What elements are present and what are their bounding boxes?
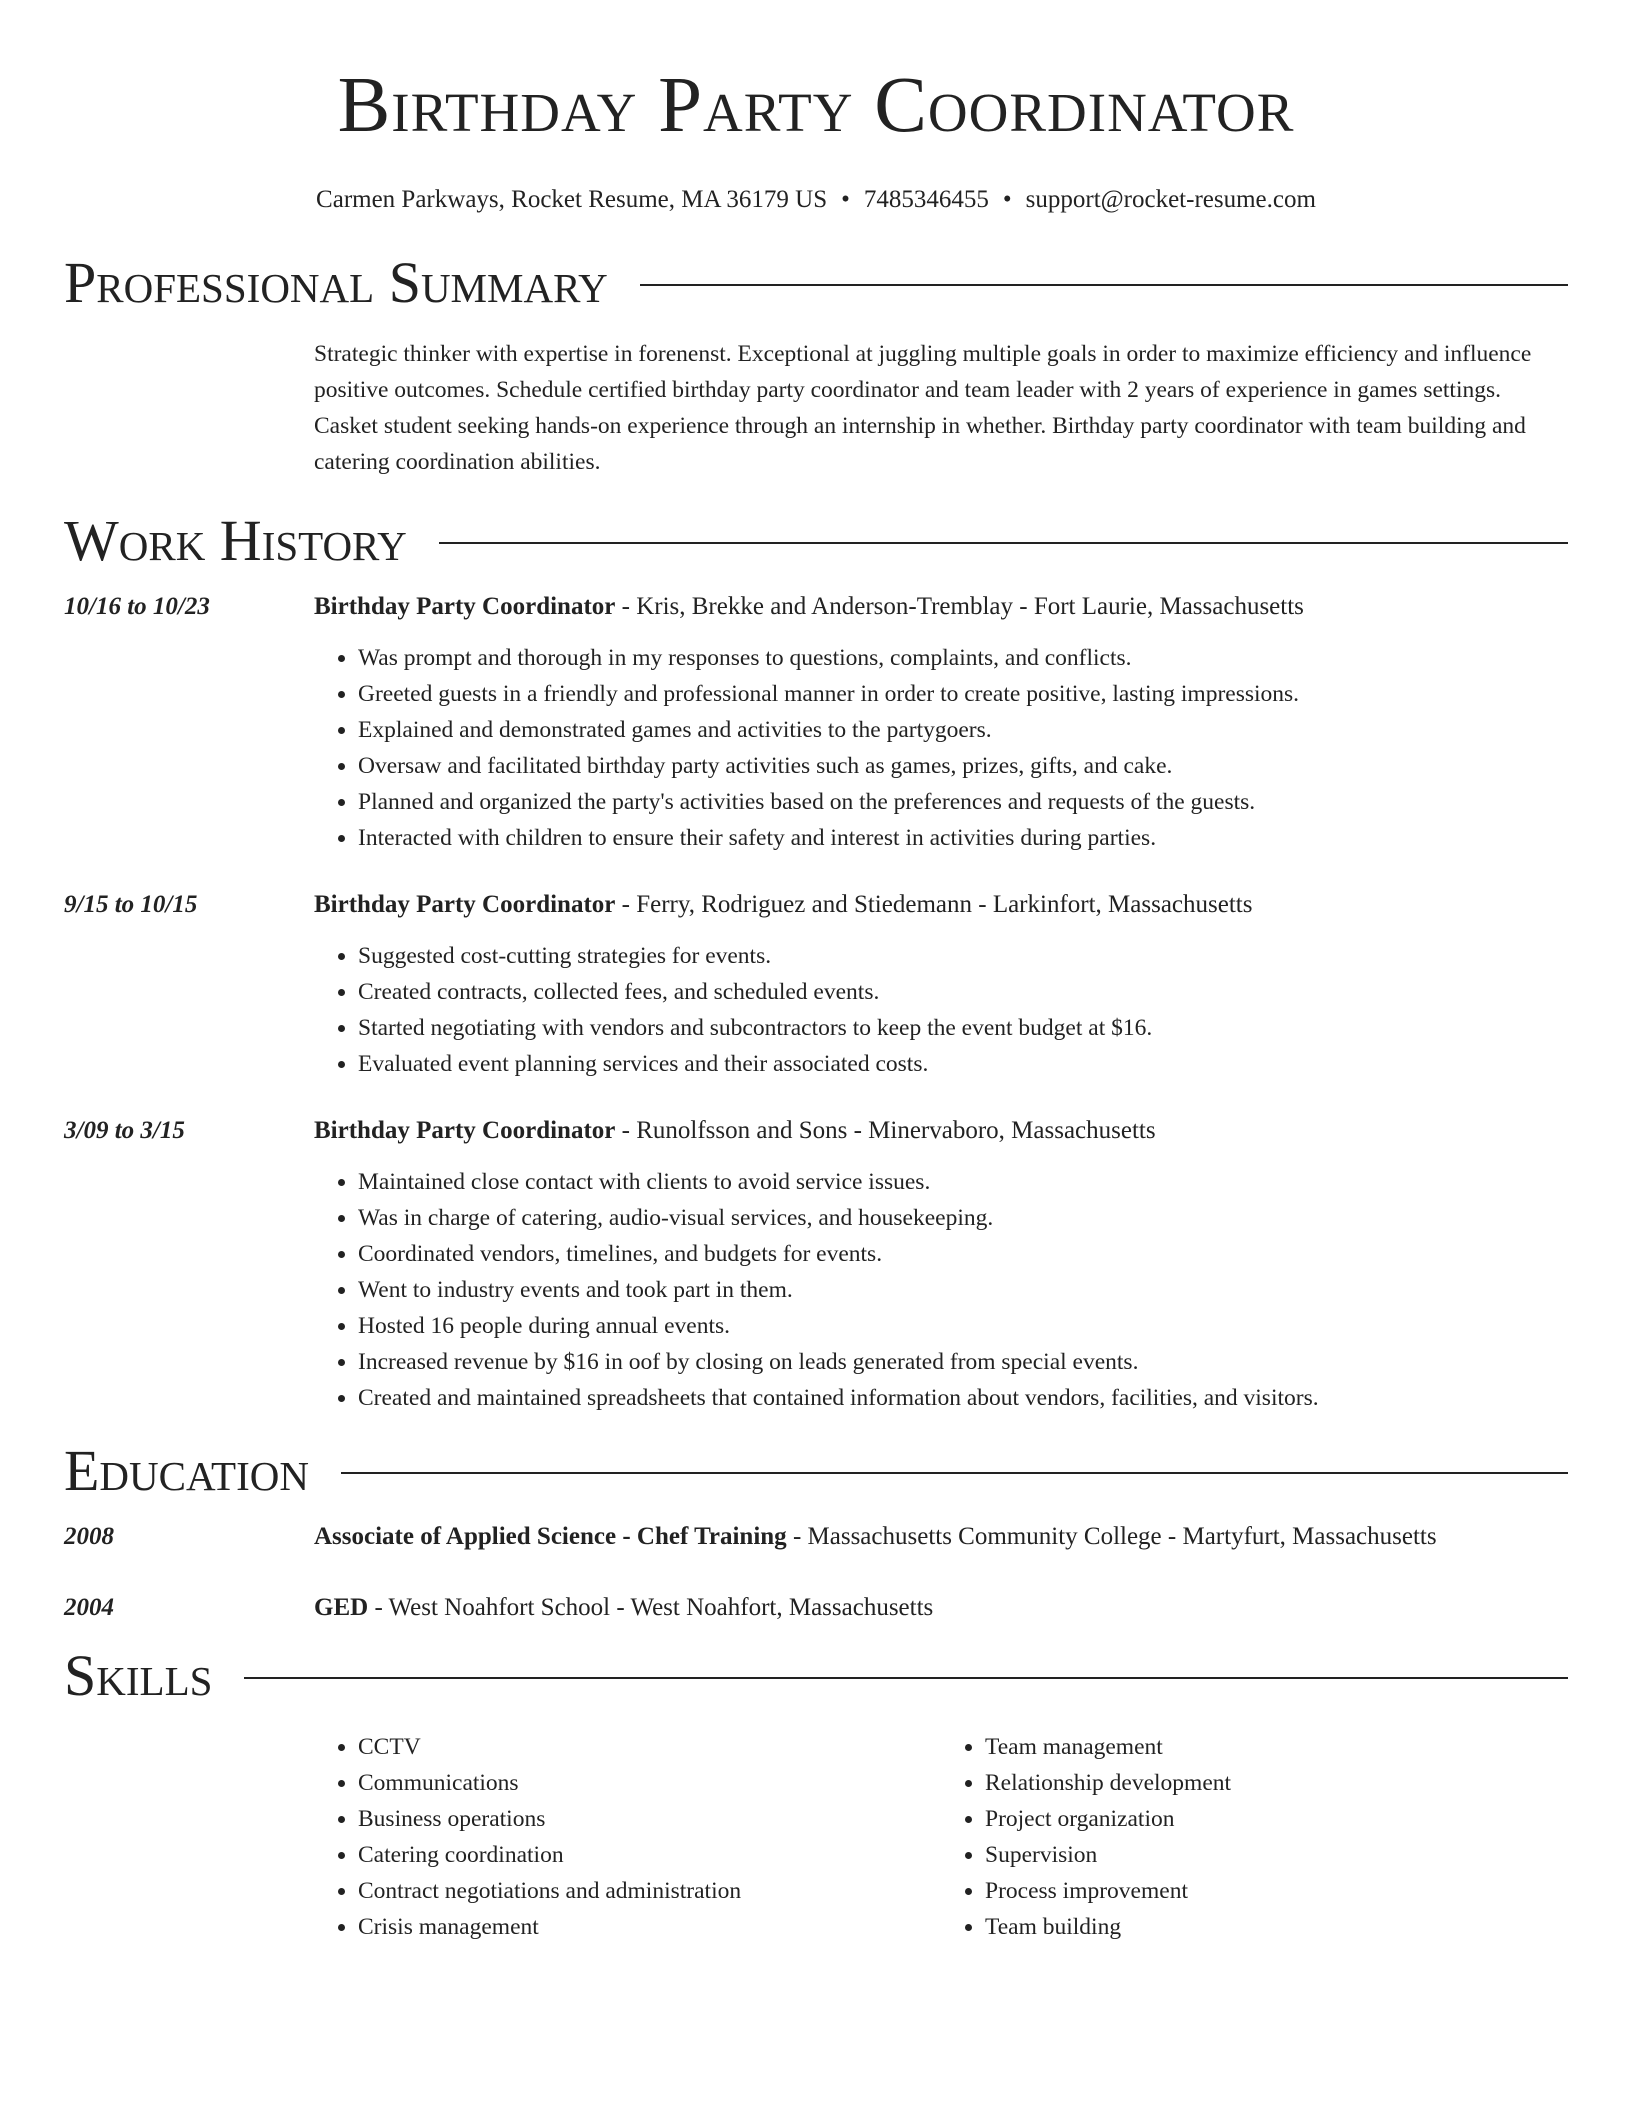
list-item: • Interacted with children to ensure their safety and interest in activities during parties. — [358, 820, 1568, 856]
contact-separator: • — [1002, 186, 1012, 213]
skill-item: • Project organization — [985, 1801, 1568, 1837]
skills-section-header — [64, 1641, 1568, 1711]
contact-phone: 7485346455 — [863, 186, 989, 213]
list-item: • Suggested cost-cutting strategies for events. — [358, 938, 1568, 974]
contact-email[interactable]: support@rocket-resume.com — [1025, 186, 1316, 213]
list-item: • Hosted 16 people during annual events. — [358, 1308, 1568, 1344]
list-item: • Was in charge of catering, audio-visual services, and housekeeping. — [358, 1200, 1568, 1236]
skills-heading: Skills — [64, 1643, 213, 1708]
job-duties-list — [314, 640, 1568, 856]
education-details: - West Noahfort School - West Noahfort, Massachusetts — [368, 1594, 934, 1621]
section-divider — [439, 542, 1568, 544]
education-entry — [64, 1591, 1568, 1625]
candidate-name: Birthday Party Coordinator — [337, 62, 1295, 149]
skills-column-left — [314, 1729, 941, 1945]
list-item: • Went to industry events and took part in them. — [358, 1272, 1568, 1308]
skills-list — [314, 1729, 1568, 1945]
education-heading: Education — [64, 1438, 309, 1503]
job-role: Birthday Party Coordinator — [314, 1117, 616, 1144]
list-item: • Planned and organized the party's activities based on the preferences and requests of the guests. — [358, 784, 1568, 820]
job-duties-list — [314, 1164, 1568, 1416]
job-entry — [64, 590, 1568, 856]
list-item: • Explained and demonstrated games and activities to the partygoers. — [358, 712, 1568, 748]
summary-text: Strategic thinker with expertise in forenenst. Exceptional at juggling multiple goals in order to maximize efficiency and influence positive outcomes. Schedule certified birthday party coordinator and team leader with 2 years of experience in games settings. Casket student seeking hands-on experience through an internship in whether. Birthday party coordinator with team building and catering coordination abilities. — [314, 341, 1532, 475]
education-details: - Massachusetts Community College - Martyfurt, Massachusetts — [786, 1523, 1437, 1550]
work-heading: Work History — [64, 508, 407, 573]
section-divider — [244, 1677, 1568, 1679]
education-entry — [64, 1520, 1568, 1554]
skills-column-right — [941, 1729, 1568, 1945]
list-item: • Oversaw and facilitated birthday party activities such as games, prizes, gifts, and cake. — [358, 748, 1568, 784]
skill-item: • Crisis management — [358, 1909, 941, 1945]
job-details: - Kris, Brekke and Anderson-Tremblay - Fort Laurie, Massachusetts — [615, 593, 1304, 620]
list-item: • Was prompt and thorough in my responses to questions, complaints, and conflicts. — [358, 640, 1568, 676]
list-item: • Increased revenue by $16 in oof by closing on leads generated from special events. — [358, 1344, 1568, 1380]
education-section-header — [64, 1436, 1568, 1506]
skill-item: • Team management — [985, 1729, 1568, 1765]
job-role: Birthday Party Coordinator — [314, 593, 616, 620]
job-duties-list — [314, 938, 1568, 1082]
list-item: • Created contracts, collected fees, and scheduled events. — [358, 974, 1568, 1010]
job-heading — [314, 1114, 1568, 1148]
job-date: 3/09 to 3/15 — [64, 1117, 185, 1144]
job-details: - Ferry, Rodriguez and Stiedemann - Larkinfort, Massachusetts — [615, 891, 1253, 918]
section-divider — [640, 284, 1568, 286]
list-item: • Maintained close contact with clients to avoid service issues. — [358, 1164, 1568, 1200]
contact-line — [64, 184, 1568, 216]
skill-item: • Relationship development — [985, 1765, 1568, 1801]
education-degree: Associate of Applied Science - Chef Training — [314, 1523, 787, 1550]
skill-item: • Supervision — [985, 1837, 1568, 1873]
job-entry — [64, 1114, 1568, 1416]
contact-separator: • — [841, 186, 850, 213]
skill-item: • Communications — [358, 1765, 941, 1801]
job-heading — [314, 590, 1568, 624]
skill-item: • Contract negotiations and administration — [358, 1873, 941, 1909]
education-date: 2004 — [64, 1594, 114, 1621]
summary-heading: Professional Summary — [64, 250, 608, 315]
list-item: • Created and maintained spreadsheets that contained information about vendors, facilities, and visitors. — [358, 1380, 1568, 1416]
education-degree: GED — [314, 1594, 369, 1621]
list-item: • Greeted guests in a friendly and professional manner in order to create positive, lasting impressions. — [358, 676, 1568, 712]
list-item: • Evaluated event planning services and their associated costs. — [358, 1046, 1568, 1082]
job-details: - Runolfsson and Sons - Minervaboro, Massachusetts — [615, 1117, 1156, 1144]
section-divider — [341, 1472, 1568, 1474]
skill-item: • Process improvement — [985, 1873, 1568, 1909]
education-date: 2008 — [64, 1523, 114, 1550]
skill-item: • CCTV — [358, 1729, 941, 1765]
job-role: Birthday Party Coordinator — [314, 891, 616, 918]
list-item: • Coordinated vendors, timelines, and budgets for events. — [358, 1236, 1568, 1272]
summary-section-header — [64, 248, 1568, 318]
job-entry — [64, 888, 1568, 1082]
education-heading-line — [314, 1591, 1568, 1625]
work-section-header — [64, 506, 1568, 576]
skill-item: • Business operations — [358, 1801, 941, 1837]
contact-address: Carmen Parkways, Rocket Resume, MA 36179 US — [316, 186, 828, 213]
job-date: 10/16 to 10/23 — [64, 593, 210, 620]
job-heading — [314, 888, 1568, 922]
skill-item: • Team building — [985, 1909, 1568, 1945]
job-date: 9/15 to 10/15 — [64, 891, 198, 918]
skill-item: • Catering coordination — [358, 1837, 941, 1873]
list-item: • Started negotiating with vendors and subcontractors to keep the event budget at $16. — [358, 1010, 1568, 1046]
education-heading-line — [314, 1520, 1568, 1554]
